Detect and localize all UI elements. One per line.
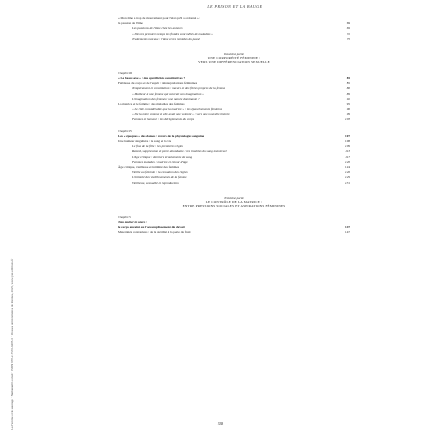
- chapter-three-label: Chapitre III: [118, 70, 133, 75]
- chapter-three-entries: [118, 81, 350, 123]
- toc-entry-page: 99: [346, 112, 350, 117]
- toc-entry-page: 92: [346, 96, 350, 101]
- chapter-three-title: « Le beau sexe » : des spécificités constitutives ? 85: [118, 75, 350, 80]
- toc-entry-text: « Le rôle considérable que la matrice » : les épanchements féminins: [132, 107, 223, 112]
- toc-entry-page: 113: [345, 149, 350, 154]
- toc-entry-text: L'imagination des femmes: une nature dominante ?: [132, 96, 200, 101]
- toc-entry-text: « De la mère comme si elle avait une volonté » : vers une nouvelle théorie: [132, 112, 230, 117]
- sidebar-copyright: [10, 160, 16, 430]
- toc-entry-text: « Malheur à une femme qui suivrait son imagination »: [132, 91, 204, 96]
- toc-entry-text: Faiblesse du corps et de l'esprit : réinterprétations féminines: [118, 81, 198, 86]
- toc-entry-page: 96: [346, 107, 350, 112]
- toc-entry-text: Retard, suppression et perte abondante : les troubles du sang menstruel: [132, 149, 227, 154]
- toc-entry-page: 117: [345, 154, 350, 159]
- page-number: 338: [217, 422, 224, 426]
- toc-entry-page: 69: [346, 26, 350, 31]
- toc-entry-page: 89: [346, 91, 350, 96]
- toc-entry-text: Âge critique, vieillesse et intimité des femmes: [118, 164, 180, 169]
- part-two-title-line-2: VERS UNE DIFFÉRENCIATION SEXUELLE: [198, 60, 270, 65]
- toc-entry-text: Une humeur singulière : le sang et la vie: [118, 139, 172, 143]
- toc-entry-page: 95: [346, 101, 350, 106]
- toc-entry-page: 86: [346, 86, 350, 91]
- toc-entry-page: 124: [345, 164, 350, 169]
- toc-entry: [118, 117, 350, 122]
- toc-entry-page: 129: [345, 175, 350, 180]
- toc-entry-text: L'âge critique : derniers écoulements de sang: [132, 154, 193, 159]
- part-three-label: Troisième partie: [224, 195, 244, 200]
- toc-entry-page: 126: [345, 170, 350, 175]
- part-two-heading: [118, 52, 350, 65]
- toc-entry-page: 108: [345, 139, 350, 143]
- toc-entry-page: 69: [346, 21, 350, 26]
- toc-entry: [118, 37, 350, 42]
- toc-entry-page: 131: [345, 180, 350, 185]
- top-entries: [118, 16, 350, 42]
- toc-entry-page: 103: [345, 117, 350, 122]
- chapter-five-entries: [118, 230, 350, 235]
- toc-entry: [118, 181, 350, 186]
- toc-entry-text: Vieille au féminin : la cessation des règles: [132, 170, 188, 175]
- part-three-heading: [118, 196, 350, 209]
- sidebar-copyright-text: La Femme et le sauvage · Nathanaël Louvel · ISBN 978-2-7535-9485-6 · Presses universitaires de Rennes, 2025, www.pur-editions.fr: [10, 258, 14, 430]
- toc-entry-page: 85: [346, 81, 350, 86]
- running-head: LE PRISON ET LA BAUGE: [207, 4, 263, 9]
- part-three-title-line-1: LE CONTRÔLE DE LA MATRICE :: [205, 199, 263, 204]
- chapter-five-title: le corps encaint ou l'accomplissement du devoir 147: [118, 224, 350, 229]
- toc-entry-text: la passion de l'âme: [118, 21, 143, 26]
- part-two-title-line-1: UNE CORPORÉITÉ FÉMININE :: [207, 55, 261, 60]
- toc-entry-text: Vieillesse, sexualité et reproduction: [132, 180, 179, 185]
- table-of-contents: [118, 16, 350, 235]
- toc-entry-text: Traitements moraux : l'âme et les remèdes du passé: [132, 36, 200, 41]
- part-three-title-line-2: ENTRE PRESSIONS SOCIALES ET ASPIRATIONS FÉMININES: [182, 204, 286, 209]
- chapter-five-subtitle: Tota mulier in utero :: [118, 219, 148, 224]
- chapter-four-title: Les « époques » des dames : revers de la physiologie sanguine 107: [118, 133, 350, 138]
- chapter-four-entries: [118, 139, 350, 186]
- toc-entry-text: Le flux de la fille : les premières règles: [132, 144, 184, 149]
- toc-entry-page: 120: [345, 159, 350, 164]
- toc-entry-text: « Dès les premiers temps les fluides sont mêlés de maladies »: [132, 31, 213, 36]
- toc-entry-text: Tempérament et constitution : mœurs et des fibres propres de la femme: [132, 86, 226, 91]
- toc-entry-text: Les passions de l'âme chez les auteurs: [132, 26, 183, 31]
- toc-entry-text: Femmes et humeur : les dérèglements du corps: [132, 117, 195, 122]
- chapter-four-label: Chapitre IV: [118, 128, 133, 133]
- toc-entry-text: Maternités contrariées : de la stérilité à la perte du fruit: [118, 230, 191, 235]
- toc-entry-text: La matrice et le femme : des maladies des femmes: [118, 101, 185, 106]
- toc-entry-page: 109: [345, 144, 350, 149]
- part-two-label: Deuxième partie: [224, 51, 244, 56]
- toc-entry-text: L'intimité des vieillissements de la femme: [132, 175, 187, 180]
- toc-entry: [118, 230, 350, 235]
- toc-entry-text: « Mon âme a trop de mouvement pour l'état qu'il a ordonné » :: [118, 16, 201, 20]
- toc-entry-page: 147: [345, 230, 350, 235]
- toc-entry-page: 75: [346, 36, 350, 41]
- toc-entry-text: Femmes malades : matrice et retour d'âge: [132, 159, 188, 164]
- toc-entry-page: 72: [346, 31, 350, 36]
- chapter-five-label: Chapitre V: [118, 214, 132, 219]
